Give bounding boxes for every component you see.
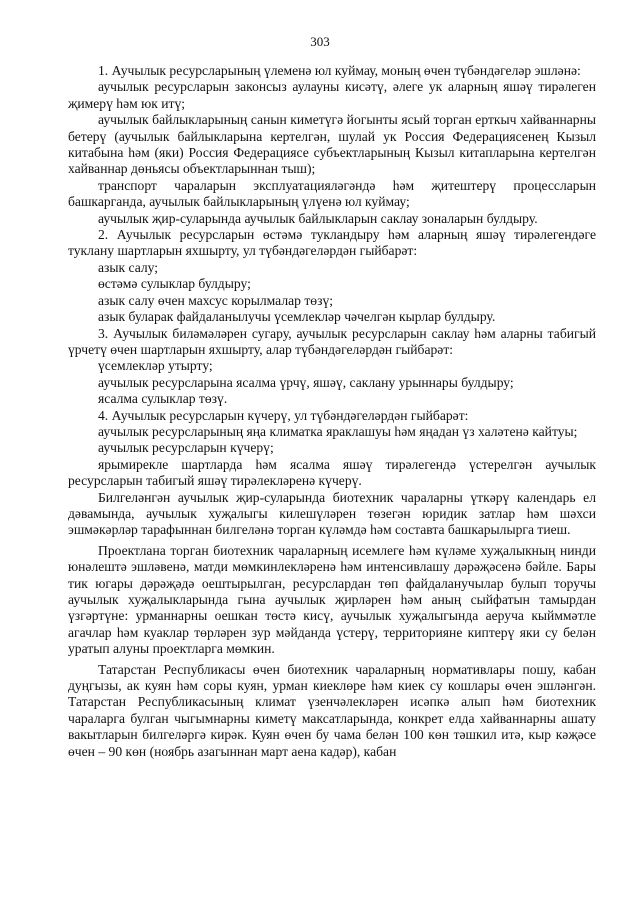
paragraph: ярымирекле шартларда һәм ясалма яшәү тирәлегендә үстерелгән аучылык ресурсларын табигый яшәү тирәлекләренә күчерү. bbox=[68, 456, 596, 489]
paragraph: азык буларак файдаланылучы үсемлекләр чәчелгән кырлар булдыру. bbox=[98, 309, 496, 325]
paragraph: аучылык ресурсларын күчерү; bbox=[98, 440, 274, 456]
paragraph: азык салу өчен махсус корылмалар төзү; bbox=[98, 292, 334, 308]
paragraph: өстәмә сулыклар булдыру; bbox=[98, 276, 251, 292]
paragraph: үсемлекләр утырту; bbox=[98, 358, 213, 374]
paragraph: Билгеләнгән аучылык җир-суларында биотехник чараларны үткәрү календарь ел дәвамында, аучылык хуҗалыгы килешүләрен төзегән юридик затлар һәм шәхси эшмәкәрләр тарафыннан билгеләнә торган күләмдә һәм составта башкарылырга тиеш. bbox=[68, 489, 596, 538]
paragraph: аучылык ресурсларының яңа климатка яраклашуы һәм яңадан үз халәтенә кайтуы; bbox=[98, 423, 578, 439]
paragraph: азык салу; bbox=[98, 259, 159, 275]
paragraph: 4. Аучылык ресурсларын күчерү, ул түбәндәгеләрдән гыйбарәт: bbox=[98, 407, 469, 423]
paragraph: 3. Аучылык биләмәләрен сугару, аучылык ресурсларын саклау һәм аларны табигый үрчетү өчен шартларын яхшырту, алар түбәндәгеләрдән гыйбарәт: bbox=[68, 325, 596, 357]
paragraph: ясалма сулыклар төзү. bbox=[98, 391, 228, 407]
paragraph: Проектлана торган биотехник чараларның исемлеге һәм күләме хуҗалыкның нинди юнәлештә эшләвенә, матди мөмкинлекләренә һәм интенсивлашу дәрәҗәсенә бәйле. Бары тик югары дәрәҗәдә оештырылган, ресурслардан төп файдаланучылар булып торучы аучылык хуҗалыкларында гына аучылык җирләрен һәм аның сыйфатын тамырдан үзгәртүне: урманнарны оешкан төстә кисү, аучылык хуҗалыгында аеруча кыйммәтле агачлар һәм куаклар төрләрен зур мәйданда үстерү, территорияне киптерү яки су белән уратып алуны проектларга мөмкин. bbox=[68, 542, 596, 657]
page-number: 303 bbox=[310, 34, 330, 49]
paragraph: 2. Аучылык ресурсларын өстәмә тукландыру һәм аларның яшәү тирәлегендәге туклану шартларын яхшырту, ул түбәндәгеләрдән гыйбарәт: bbox=[68, 227, 596, 259]
paragraph: аучылык байлыкларының санын киметүгә йогынты ясый торган ерткыч хайваннарны бетерү (аучылык байлыкларына кертелгән, шулай ук Россия Федерациясенең Кызыл китабына һәм (яки) Россия Федерациясе субъектларының Кызыл китапларына кертелгән хайваннар дөньясы объектларыннан тыш); bbox=[68, 112, 596, 177]
paragraph: аучылык ресурсларын законсыз аулауны кисәтү, әлеге ук аларның яшәү тирәлеген җимерү һәм юк итү; bbox=[68, 79, 596, 111]
body-text bbox=[68, 63, 596, 760]
paragraph: транспорт чараларын эксплуатацияләгәндә һәм җитештерү процессларын башкарганда, аучылык байлыкларының үлүенә юл куймау; bbox=[68, 177, 596, 210]
paragraph: аучылык ресурсларына ясалма үрчү, яшәү, саклану урыннары булдыру; bbox=[98, 374, 514, 390]
paragraph: Татарстан Республикасы өчен биотехник чараларның нормативлары пошу, кабан дуңгызы, ак куян һәм соры куян, урман киеклөре һәм киек су кошлары өчен эшләнгән. Татарстан Республикасының климат үзенчәлекләрен исәпкә алып һәм биотехник чараларга булган чыгымнарны киметү максатларында, конкрет елда хайваннарны ашату вакытларын билгеләргә кирәк. Куян өчен бу чама белән 100 көн тәшкил итә, кыр кәҗәсе өчен – 90 көн (ноябрь азагыннан март аена кадәр), кабан bbox=[68, 661, 596, 759]
paragraph: 1. Аучылык ресурсларының үлеменә юл куймау, моның өчен түбәндәгеләр эшләнә: bbox=[98, 63, 581, 78]
paragraph: аучылык җир-суларында аучылык байлыкларын саклау зоналарын булдыру. bbox=[98, 210, 538, 226]
